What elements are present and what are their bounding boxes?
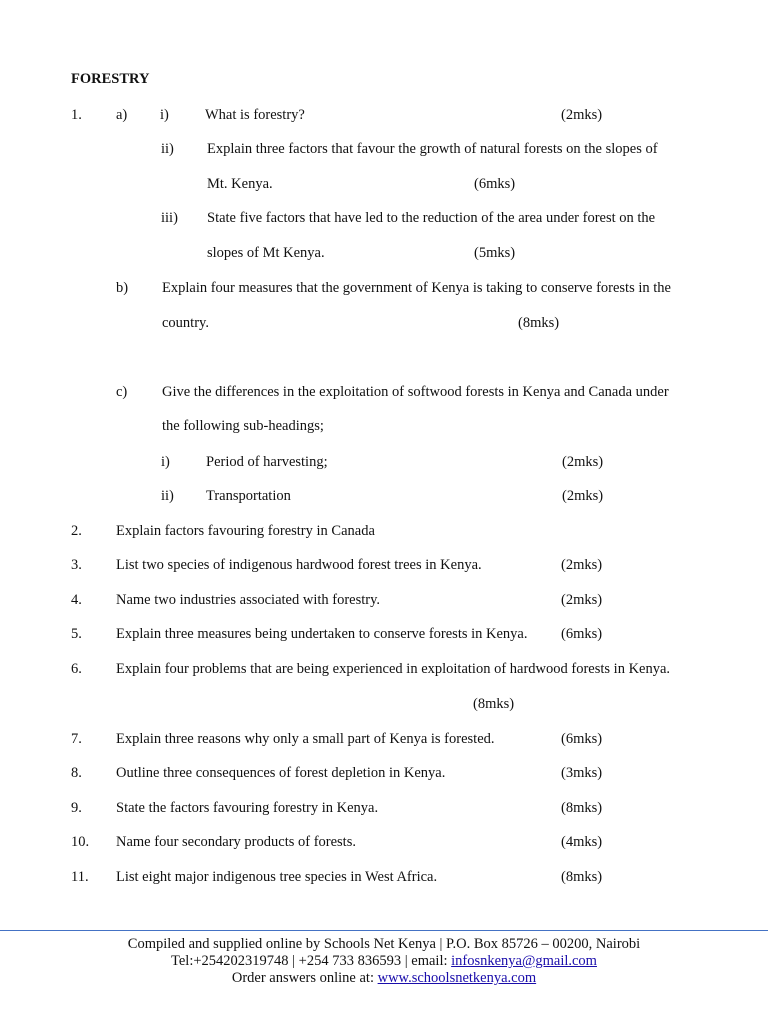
- q1b-marks: (8mks): [518, 315, 560, 331]
- q8-marks: (3mks): [561, 765, 603, 781]
- q3-marks: (2mks): [561, 557, 603, 573]
- q1c-text-line2: the following sub-headings;: [162, 418, 324, 434]
- q1aiii-text-line2: slopes of Mt Kenya.: [207, 245, 325, 261]
- q1ai-marks: (2mks): [561, 107, 603, 123]
- q5-text: Explain three measures being undertaken to conserve forests in Kenya.: [116, 626, 528, 642]
- q1ci-marks: (2mks): [562, 454, 604, 470]
- q10-number: 10.: [71, 834, 90, 850]
- q1aii-number: ii): [161, 141, 174, 157]
- q5-marks: (6mks): [561, 626, 603, 642]
- q11-text: List eight major indigenous tree species in West Africa.: [116, 869, 438, 885]
- q1b-text-line2: country.: [162, 315, 209, 331]
- q1aiii-marks: (5mks): [474, 245, 516, 261]
- q3-text: List two species of indigenous hardwood forest trees in Kenya.: [116, 557, 482, 573]
- q1aii-text-line1: Explain three factors that favour the growth of natural forests on the slopes of: [207, 141, 658, 157]
- footer-website-link[interactable]: www.schoolsnetkenya.com: [377, 970, 537, 986]
- q1ai-text: What is forestry?: [205, 107, 305, 123]
- q9-number: 9.: [71, 800, 82, 816]
- q6-marks: (8mks): [473, 696, 515, 712]
- q1c-label: c): [116, 384, 128, 400]
- footer-order-text: Order answers online at:: [231, 970, 378, 986]
- q1ci-number: i): [161, 454, 170, 470]
- q9-text: State the factors favouring forestry in Kenya.: [116, 800, 379, 816]
- q4-text: Name two industries associated with forestry.: [116, 592, 381, 608]
- footer-line-1: Compiled and supplied online by Schools Net Kenya | P.O. Box 85726 – 00200, Nairobi: [127, 936, 641, 952]
- q1ai-number: i): [160, 107, 169, 123]
- q8-number: 8.: [71, 765, 82, 781]
- q6-number: 6.: [71, 661, 82, 677]
- q1aiii-number: iii): [161, 210, 178, 226]
- q3-number: 3.: [71, 557, 82, 573]
- q2-number: 2.: [71, 523, 82, 539]
- q1cii-text: Transportation: [206, 488, 291, 504]
- q1c-text-line1: Give the differences in the exploitation of softwood forests in Kenya and Canada under: [162, 384, 669, 400]
- footer-email-link[interactable]: infosnkenya@gmail.com: [451, 953, 597, 969]
- q1-number: 1.: [71, 107, 82, 123]
- q7-text: Explain three reasons why only a small part of Kenya is forested.: [116, 731, 495, 747]
- q8-text: Outline three consequences of forest depletion in Kenya.: [116, 765, 446, 781]
- q4-number: 4.: [71, 592, 82, 608]
- footer-line-2: [0, 953, 768, 970]
- q5-number: 5.: [71, 626, 82, 642]
- q7-marks: (6mks): [561, 731, 603, 747]
- q7-number: 7.: [71, 731, 82, 747]
- q10-marks: (4mks): [561, 834, 603, 850]
- document-title: FORESTRY: [71, 71, 150, 87]
- q1aiii-text-line1: State five factors that have led to the reduction of the area under forest on the: [207, 210, 656, 226]
- q1aii-text-line2: Mt. Kenya.: [207, 176, 273, 192]
- q4-marks: (2mks): [561, 592, 603, 608]
- q6-text: Explain four problems that are being experienced in exploitation of hardwood forests in Kenya.: [116, 661, 671, 677]
- q1aii-marks: (6mks): [474, 176, 516, 192]
- footer-line-3: [0, 970, 768, 987]
- q1cii-number: ii): [161, 488, 174, 504]
- q9-marks: (8mks): [561, 800, 603, 816]
- footer-contact-text: Tel:+254202319748 | +254 733 836593 | email:: [171, 953, 452, 969]
- q11-number: 11.: [71, 869, 89, 885]
- q1cii-marks: (2mks): [562, 488, 604, 504]
- q11-marks: (8mks): [561, 869, 603, 885]
- q10-text: Name four secondary products of forests.: [116, 834, 356, 850]
- q1a-label: a): [116, 107, 128, 123]
- q1ci-text: Period of harvesting;: [206, 454, 328, 470]
- q2-text: Explain factors favouring forestry in Canada: [116, 523, 375, 539]
- q1b-text-line1: Explain four measures that the government of Kenya is taking to conserve forests in the: [162, 280, 671, 296]
- footer-divider: [0, 930, 768, 931]
- q1b-label: b): [116, 280, 129, 296]
